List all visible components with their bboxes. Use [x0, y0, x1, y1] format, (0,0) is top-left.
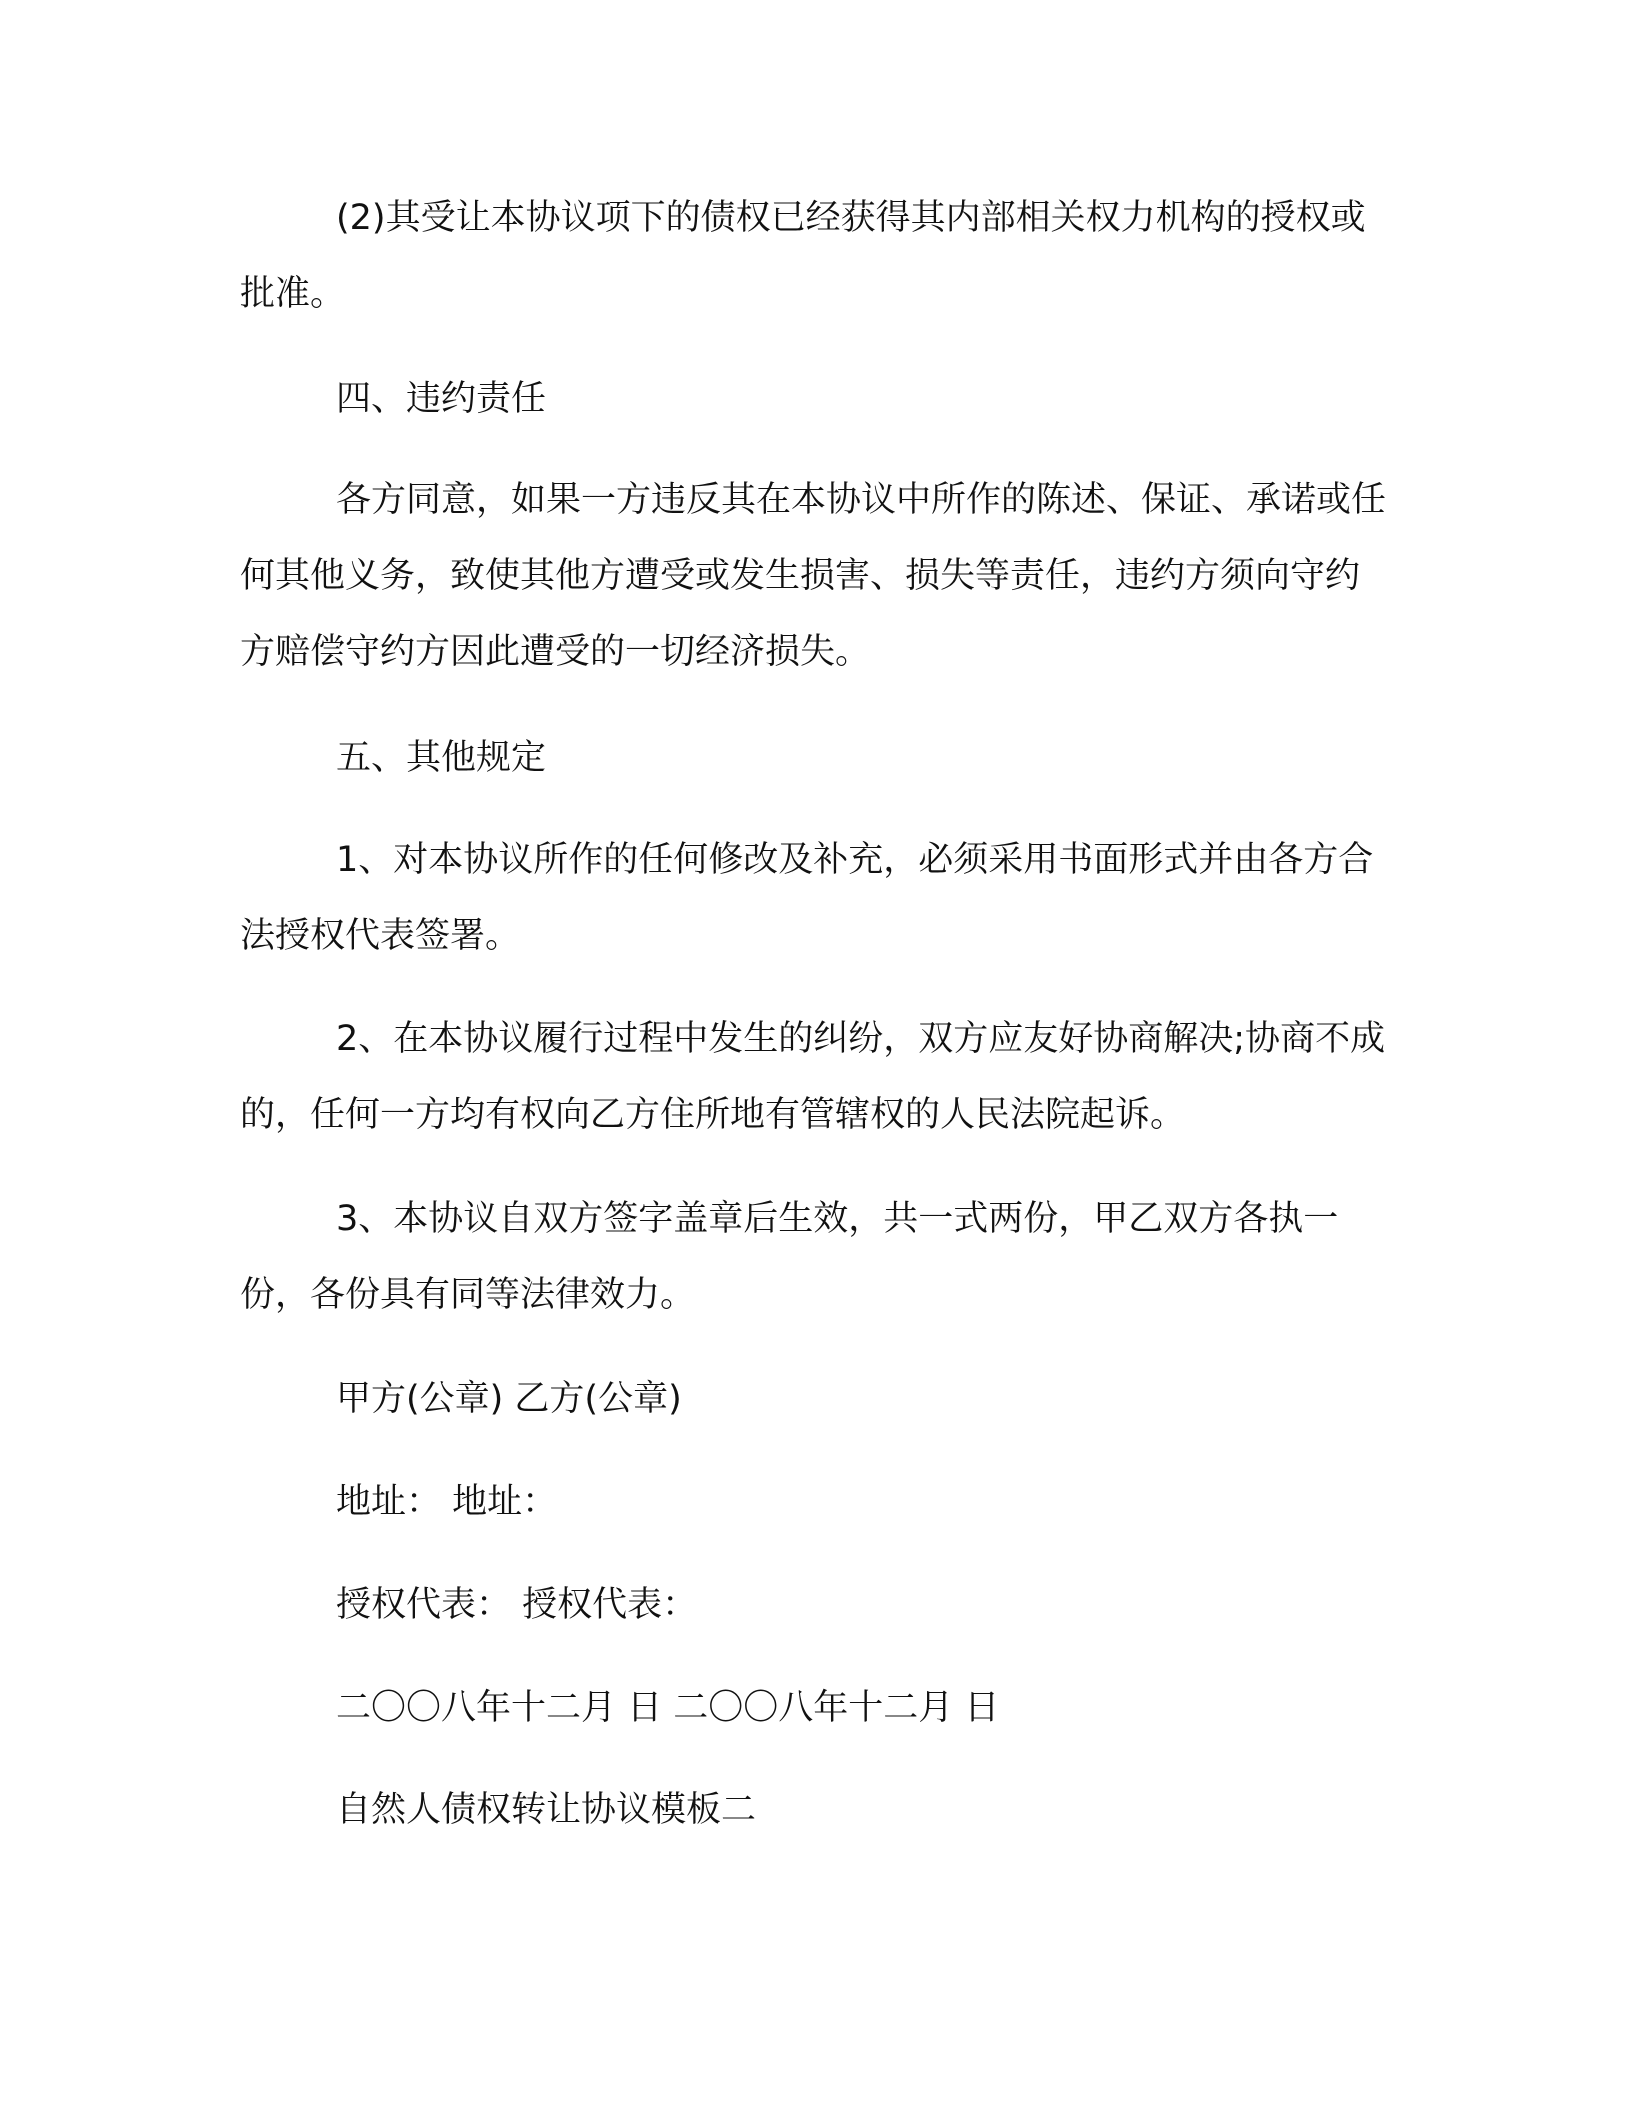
paragraph-breach-liability: 各方同意，如果一方违反其在本协议中所作的陈述、保证、承诺或任何其他义务，致使其他方遭受或发生损害、损失等责任，违约方须向守约方赔偿守约方因此遭受的一切经济损失。: [240, 480, 1387, 672]
signature-address: 地址： 地址：: [336, 1482, 558, 1522]
section-heading-other-provisions: 五、其他规定: [336, 738, 547, 778]
provision-item-3: 3、本协议自双方签字盖章后生效，共一式两份，甲乙双方各执一份，各份具有同等法律效力。: [240, 1199, 1339, 1315]
section-heading-breach-liability: 四、违约责任: [336, 379, 547, 419]
signature-date: 二〇〇八年十二月 日 二〇〇八年十二月 日: [336, 1688, 1000, 1728]
signature-representative: 授权代表： 授权代表：: [336, 1585, 698, 1625]
paragraph-authorization: (2)其受让本协议项下的债权已经获得其内部相关权力机构的授权或批准。: [240, 198, 1366, 314]
provision-item-1: 1、对本协议所作的任何修改及补充，必须采用书面形式并由各方合法授权代表签署。: [240, 840, 1374, 956]
signature-parties: 甲方(公章) 乙方(公章): [336, 1379, 682, 1419]
next-template-title: 自然人债权转让协议模板二: [336, 1790, 757, 1830]
provision-item-2: 2、在本协议履行过程中发生的纠纷，双方应友好协商解决;协商不成的，任何一方均有权向乙方住所地有管辖权的人民法院起诉。: [240, 1019, 1386, 1135]
